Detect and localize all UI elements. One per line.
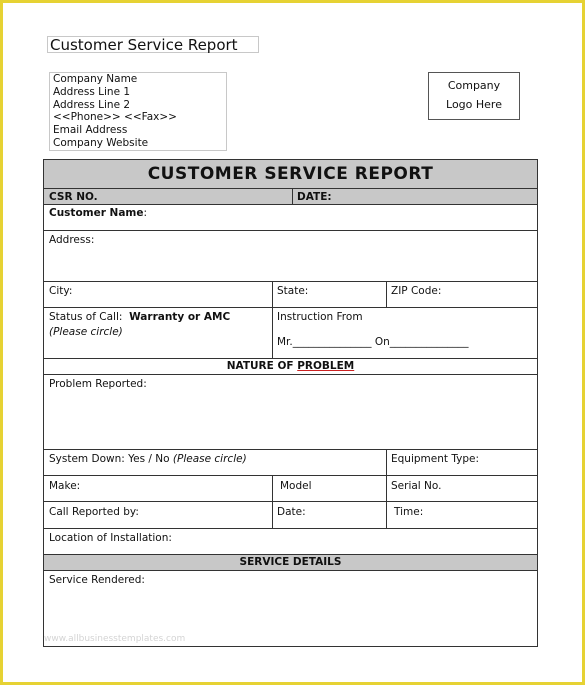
email-address: Email Address [53, 124, 128, 137]
document-title: Customer Service Report [47, 36, 259, 53]
divider [44, 475, 537, 476]
please-circle-note: (Please circle) [49, 326, 123, 338]
divider [44, 528, 537, 529]
instruction-from-label: Instruction From [277, 311, 363, 323]
problem-reported-field[interactable]: Problem Reported: [49, 378, 147, 390]
report-form [43, 159, 538, 647]
csr-band [44, 189, 537, 204]
logo-placeholder [428, 72, 520, 120]
service-rendered-field[interactable]: Service Rendered: [49, 574, 145, 586]
company-website: Company Website [53, 136, 149, 149]
system-down-field[interactable]: System Down: Yes / No (Please circle) [49, 453, 247, 465]
divider [44, 449, 537, 450]
address-line-2: Address Line 2 [53, 98, 131, 111]
divider [272, 475, 273, 501]
model-field[interactable]: Model [280, 480, 312, 492]
date-label: DATE: [297, 191, 332, 203]
divider [44, 230, 537, 231]
instruction-mr-on-field[interactable]: Mr._______________ On_______________ [277, 336, 469, 348]
service-details-heading: SERVICE DETAILS [239, 556, 342, 568]
form-heading: CUSTOMER SERVICE REPORT [147, 164, 434, 184]
call-reported-by-field[interactable]: Call Reported by: [49, 506, 139, 518]
company-address-block [49, 72, 227, 151]
logo-line-1: Company [447, 79, 501, 92]
divider [44, 307, 537, 308]
location-of-installation-field[interactable]: Location of Installation: [49, 532, 172, 544]
call-date-field[interactable]: Date: [277, 506, 306, 518]
divider [44, 501, 537, 502]
divider [44, 570, 537, 571]
watermark-text: www.allbusinesstemplates.com [44, 634, 186, 644]
csr-no-label: CSR NO. [49, 191, 98, 203]
company-name: Company Name [53, 73, 138, 85]
address-line-1: Address Line 1 [53, 85, 131, 98]
nature-of-problem-heading: NATURE OF PROBLEM [226, 360, 355, 372]
state-field[interactable]: State: [277, 285, 309, 297]
divider [44, 374, 537, 375]
call-time-field[interactable]: Time: [394, 506, 424, 518]
city-field[interactable]: City: [49, 285, 73, 297]
address-field[interactable]: Address: [49, 234, 95, 246]
serial-no-field[interactable]: Serial No. [391, 480, 442, 492]
zip-code-field[interactable]: ZIP Code: [391, 285, 442, 297]
phone-fax: <<Phone>> <<Fax>> [53, 111, 177, 124]
divider [386, 501, 387, 528]
logo-line-2: Logo Here [446, 98, 502, 111]
make-field[interactable]: Make: [49, 480, 81, 492]
divider [44, 281, 537, 282]
status-of-call-field[interactable]: Status of Call: Warranty or AMC [49, 311, 231, 323]
equipment-type-field[interactable]: Equipment Type: [391, 453, 479, 465]
customer-name-field[interactable]: Customer Name: [49, 207, 148, 219]
